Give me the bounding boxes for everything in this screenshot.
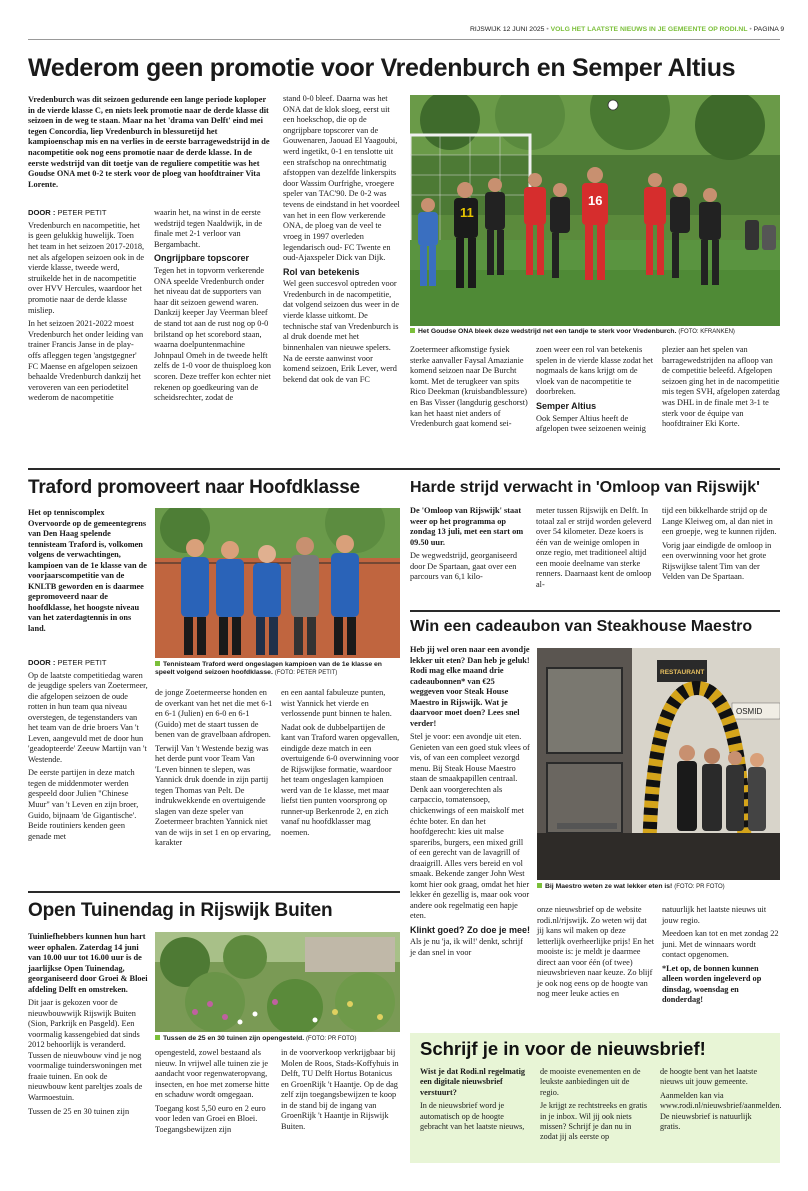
article5-paragraph: Dit jaar is gekozen voor de nieuwbouwwijk Rijswijk Buiten (Sion, Parkrijk en Pasgeld). Een voormalig kassengebied dat sinds 2012 behoorlijk is veranderd. Tussen de nieuwbouw vind je nog voormalige tuinderswoningen met fraaie tuinen. En ook de nieuwbouw kent pareltjes zoals de Warmoestuin.	[28, 998, 143, 1102]
promo-paragraph: de hoogte bent van het laatste nieuws uit jouw gemeente.	[660, 1067, 758, 1087]
article2-paragraph: Nadat ook de dubbelpartijen de kant van Traford waren opgevallen, eindigde deze match in een overtuigende 6-0 overwinning voor de Rijswijkse formatie, waardoor het team ongeslagen kampioen werd van de 1e klasse, met maar liefst tien punten voorsprong op runner-up Berkenrode 2, en zich vanaf nu hoofdklasser mag noemen.	[281, 722, 400, 837]
article3-lead: De 'Omloop van Rijswijk' staat weer op het programma op zondag 13 juli, met een start om 09.50 uur.	[410, 506, 524, 547]
article5-lead: Tuinliefhebbers kunnen hun hart weer ophalen. Zaterdag 14 juni van 10.00 uur tot 16.00 uur is de jaarlijkse Open Tuinendag, georganiseerd door Groei & Bloei afdeling Delft en omstreken.	[28, 932, 148, 994]
promo-col3	[660, 1067, 782, 1135]
article5-paragraph: Tussen de 25 en 30 tuinen zijn	[28, 1106, 130, 1116]
article4-paragraph: Meedoen kan tot en met zondag 22 juni. Met de winnaars wordt contact opgenomen.	[662, 929, 779, 960]
article4-paragraph: Stel je voor: een avondje uit eten. Genieten van een goed stuk vlees of vis, of van een compleet vezorgd menu. Bij Steak House Maestro staan de smaakpapillen centraal. Denk aan voorgerechten als carpaccio, tomatensoep, chickenwings of een maiskolf met échte boter. En dan het hoofdgerecht: kies uit malse spareribs, burgers, een mixed grill of een gerecht van de lavagrill of draaigrill. Alles vers bereid en vol smaak. Bekende zanger John West komt hier ook graag, omdat het hier lekker én gezellig is, maar ook voor andere ook regelmatig een hapje eten.	[410, 732, 530, 921]
article1-subheading: Ongrijpbare topscorer	[154, 253, 250, 264]
garden-scene	[155, 932, 400, 1032]
article4-photo-caption: Bij Maestro weten ze wat lekker eten is! (FOTO: PR FOTO)	[537, 883, 780, 892]
caption-marker-icon	[155, 1035, 160, 1040]
jersey-number: 16	[588, 193, 603, 208]
promo-lead: Wist je dat Rodi.nl regelmatig een digitale nieuwsbrief verstuurt?	[420, 1067, 525, 1097]
article1-photo	[410, 95, 780, 326]
article1-col1	[28, 208, 146, 407]
article1-paragraph: plezier aan het spelen van barragewedstrijden na afloop van de competitie beleefd. Afgelopen seizoen ging het in de nacompetitie mis tegen SVH, afgelopen zaterdag was DHL in de finale met 3-1 te sterk voor de équipe van hoofdtrainer Eki Korte.	[662, 345, 780, 429]
article2-lead	[28, 508, 148, 637]
article2-paragraph: de jonge Zoetermeerse honden en de overkant van het net die met 6-1 en 6-1 (Julien) en 6-0 en 6-1 (Guido) met de staart tussen de benen van de gravelbaan afdropen.	[155, 688, 273, 740]
article2-paragraph: De eerste partijen in deze match tegen de middenmoter werden gespeeld door Julien "Chinese Muur" van 't Leven en zijn broer, Guido, bijnaam 'de Gigantische'. Beide routiniers kenden geen genade met	[28, 768, 139, 841]
promo-col2	[540, 1067, 650, 1146]
article2-author: PETER PETIT	[57, 658, 107, 667]
article2-col1	[28, 658, 148, 845]
promo-headline: Schrijf je in voor de nieuwsbrief!	[420, 1038, 706, 1059]
article3-headline: Harde strijd verwacht in 'Omloop van Rijswijk'	[410, 479, 760, 496]
article4-paragraph: natuurlijk het laatste nieuws uit jouw regio.	[662, 905, 767, 925]
article2-col2	[155, 688, 273, 852]
article4-lead: Heb jij wel oren naar een avondje lekker uit eten? Dan heb je geluk! Rodi mag elke maand drie cadeaubonnen* van €25 weggeven voor Steak House Maestro in Rijswijk. Wat je daarvoor moet doen? Lees snel verder!	[410, 645, 530, 728]
article1-paragraph: Ook Semper Altius heeft de afgelopen twee seizoenen weinig	[536, 413, 646, 434]
promo-col1	[420, 1067, 530, 1135]
article3-col1	[410, 506, 528, 586]
section-rule	[28, 891, 400, 893]
steakhouse-scene	[537, 648, 780, 880]
article1-author: PETER PETIT	[57, 208, 107, 217]
article2-lead-text: Het op tenniscomplex Overvoorde op de gemeentegrens van Den Haag spelende tennisteam Traford is, volkomen volgens de verwachtingen, kampioen van de 1e klasse van de voorjaarscompetitie van de KNLTB geworden en is daarmee gepromoveerd naar de hoofdklasse, het hoogste niveau van het zaterdagtennis in ons land.	[28, 508, 147, 633]
article1-subheading: Rol van betekenis	[283, 266, 360, 277]
header-rule	[28, 39, 780, 40]
article3-paragraph: meter tussen Rijswijk en Delft. In totaal zal er strijd worden geleverd over 54 kilometer. Deze koers is één van de weinige omlopen in onze regio, met traditioneel altijd een mooie deelname van sterke renners. Daarnaast kent de omloop al-	[536, 506, 652, 589]
article3-col3	[662, 506, 780, 586]
article4-col1	[410, 645, 530, 961]
caption-marker-icon	[537, 883, 542, 888]
article2-photo	[155, 508, 400, 658]
article1-col4	[410, 345, 528, 433]
promo-paragraph: de mooiste evenementen en de leukste aanbiedingen uit de regio.	[540, 1067, 641, 1097]
promo-paragraph: Je krijgt ze rechtstreeks en gratis in je inbox. Wil jij ook niets missen? Schrijf je dan nu in zodat jij als eerste op	[540, 1101, 648, 1142]
caption-marker-icon	[410, 328, 415, 333]
article1-paragraph: zoen weer een rol van betekenis spelen in de vierde klasse zodat het nogmaals de kans krijgt om de vloek van de nacompetitie te doorbreken.	[536, 345, 654, 397]
article1-paragraph: Tegen het in topvorm verkerende ONA speelde Vredenburch onder het niveau dat de supporters van haar dit seizoen gewend waren. Dankzij keeper Jay Veerman bleef de stand tot aan de rust nog op 0-0 brilstand op het scorebord staan, waarna doelpuntenmachine Johnpaul Omeh in de tweede helft zelfs de 1-0 voor de thuisploeg kon scoren. Deze treffer kon echter niet rekenen op goedkeuring van de scheidsrechter, zodat de	[154, 265, 272, 403]
article1-headline: Wederom geen promotie voor Vredenburch en Semper Altius	[28, 54, 736, 82]
article1-lead	[28, 95, 274, 193]
page-header: RIJSWIJK 12 JUNI 2025 • VOLG HET LAATSTE NIEUWS IN JE GEMEENTE OP RODI.NL • PAGINA 9	[470, 26, 785, 33]
article4-headline: Win een cadeaubon van Steakhouse Maestro	[410, 618, 753, 635]
shop-sign: OSMID	[736, 707, 763, 716]
jersey-number: 11	[460, 205, 474, 220]
football-scene	[410, 95, 780, 326]
header-page-number: PAGINA 9	[753, 26, 785, 33]
article2-col3	[281, 688, 400, 841]
article5-col3	[281, 1048, 400, 1135]
newsletter-promo	[410, 1033, 780, 1163]
section-rule	[28, 468, 780, 470]
article1-subheading: Semper Altius	[536, 401, 597, 412]
article5-photo-caption: Tussen de 25 en 30 tuinen zijn opengesteld. (FOTO: PR FOTO)	[155, 1035, 400, 1044]
article1-paragraph: Vredenburch en nacompetitie, het is geen gelukkig huwelijk. Toen het team in het seizoen 2017-2018, net als afgelopen seizoen ook in de vierde klasse, tweede werd, struikelde het in de nacompetitie over HVV Hercules, waardoor het promotie naar de derde klasse misliep.	[28, 220, 145, 315]
article5-headline: Open Tuinendag in Rijswijk Buiten	[28, 900, 333, 921]
article1-col3	[283, 94, 401, 388]
header-date: RIJSWIJK 12 JUNI 2025	[470, 26, 545, 33]
header-tagline: VOLG HET LAATSTE NIEUWS IN JE GEMEENTE OP RODI.NL	[550, 26, 748, 33]
article2-paragraph: Terwijl Van 't Westende bezig was het derde punt voor Team Van 'Leven binnen te slepen, was Yannick druk doende in zijn partij tegen Thomas van Pelt. De indrukwekkende en overtuigende slagen van deze speler van Zoetermeer brachten Yannick niet van de wijs in set 1 en op ervaring, karakter	[155, 743, 271, 848]
article5-paragraph: opengesteld, zowel bestaand als nieuw. In vrijwel alle tuinen zie je aandacht voor regenwateropvang, insecten, en hoe met zomerse hitte en schaduw wordt omgegaan.	[155, 1048, 270, 1100]
article2-paragraph: en een aantal fabuleuze punten, wist Yannick het vierde en verlossende punt binnen te halen.	[281, 688, 392, 719]
article1-col6	[662, 345, 780, 433]
article2-paragraph: Op de laatste competitiedag waren de jeugdige spelers van Zoetermeer, die afgelopen seizoen de oude rotten in hun team qua niveau overstegen, de tegenstanders van het team van de drie broers Van 't Leven, aangevuld met de door hun 'geadopteerde' Zeeuw Martijn van 't Westende.	[28, 670, 148, 764]
section-rule	[410, 610, 780, 612]
caption-marker-icon	[155, 661, 160, 666]
article1-col2	[154, 208, 274, 407]
tennis-team-scene	[155, 508, 400, 658]
article3-paragraph: De wegwedstrijd, georganiseerd door De Spartaan, gaat over een parcours van 6,1 kilo-	[410, 551, 517, 582]
article5-col1	[28, 932, 148, 1120]
article4-subheading: Klinkt goed? Zo doe je mee!	[410, 924, 531, 935]
article2-headline: Traford promoveert naar Hoofdklasse	[28, 477, 360, 498]
article5-paragraph: in de voorverkoop verkrijgbaar bij Molen de Roos, Stads-Koffyhuis in Delft, TU Delft Hortus Botanicus en GroenRijk 't Haantje. Op de dag zelf zijn toegangsbewijzen te koop in de stand bij de ingang van GroenRijk 't Haantje in Rijswijk Buiten.	[281, 1048, 399, 1131]
article1-byline: DOOR : PETER PETIT	[28, 208, 107, 217]
article2-photo-caption: Tennisteam Traford werd ongeslagen kampioen van de 1e klasse en speelt volgend seizoen hoofdklasse. (FOTO: PETER PETIT)	[155, 661, 382, 677]
article1-photo-caption: Het Goudse ONA bleek deze wedstrijd net een tandje te sterk voor Vredenburch. (FOTO: KFRANKEN)	[410, 328, 780, 337]
article5-photo	[155, 932, 400, 1032]
promo-signup-link[interactable]: Aanmelden kan via www.rodi.nl/nieuwsbrief/aanmelden. De nieuwsbrief is natuurlijk gratis.	[660, 1090, 782, 1132]
article3-paragraph: Vorig jaar eindigde de omloop in een overwinning voor het grote Rijswijkse talent Tim van der Velden van De Spartaan.	[662, 540, 772, 582]
article4-col2	[537, 905, 655, 1003]
article4-col3	[662, 905, 780, 1009]
article3-paragraph: tijd een bikkelharde strijd op de Lange Kleiweg om, al dan niet in een groepje, weg te kunnen rijden.	[662, 506, 777, 537]
article4-photo	[537, 648, 780, 880]
article4-note: *Let op, de bonnen kunnen alleen worden ingeleverd op dinsdag, woensdag en donderdag!	[662, 963, 762, 1005]
article1-paragraph: stand 0-0 bleef. Daarna was het ONA dat de klok sloeg, eerst uit een hoekschop, die op de ongrijpbare topscorer van de Gouwenaren, Jaouad El Yaagoubi, werd ingetikt, 0-1 en tenslotte uit een strafschop na onrechtmatig afstoppen van dezelfde linkerspits door Wassim Ourfrighe, vroegere speler van TAC'90. De 0-2 was tevens de eindstand in het voordeel van het in een flow verkerende ONA, de ploeg van de veel te vroeg in 1997 overleden legendarisch oud- FC Twente en oud-Ajaxspeler Dick van Dijk.	[283, 94, 400, 263]
article1-paragraph: Wel geen succesvol optreden voor Vredenburch in de nacompetitie, dat volgend seizoen dus weer in de vierde klasse uitkomt. De technische staf van Vredenburch is al druk doende met het binnenhalen van nieuwe spelers. Na de eerste aanwinst voor komend seizoen, Erik Lever, werd bekend dat ook de van FC	[283, 279, 400, 384]
article1-lead-text: Vredenburch was dit seizoen gedurende een lange periode koploper in de vierde klasse C, en niets leek promotie naar de derde klasse dit seizoen in de weg te staan. Maar na het 'drama van Delft' eind mei tegen Concordia, liep Vredenburch in blessuretijd het kampioenschap mis en na verlies in de eerste barragewedstrijd in de nacompetitie ook nog eens promotie naar de derde klasse. In de eerste wedstrijd van dit toetje van de reguliere competitie was het Goudse ONA met 0-2 te sterk voor de ploeg van hoofdtrainer Vita Lorente.	[28, 95, 270, 189]
article5-col2	[155, 1048, 273, 1138]
article1-paragraph: Zoetermeer afkomstige fysiek sterke aanvaller Faysal Amazianie komend seizoen naar De Burcht komt. Met de terugkeer van spits Rico Deekman (kruisbandblessure) en Bas Visser (langdurig geschorst) kan het haast niet anders of Vredenburch gaat komend sei-	[410, 345, 528, 429]
article4-paragraph: Als je nu 'ja, ik wil!' denkt, schrijf je dan snel in voor	[410, 937, 523, 957]
article1-col5	[536, 345, 654, 438]
article5-paragraph: Toegang kost 5,50 euro en 2 euro voor leden van Groei en Bloei. Toegangsbewijzen zijn	[155, 1103, 266, 1134]
article1-paragraph: In het seizoen 2021-2022 moest Vredenburch het onder leiding van trainer Francis Janse in de play-offs afleggen tegen 'angstgegner' FC Maense en afgelopen seizoen behaalde Vredenburch dankzij het veroveren van een periodetitel wederom de nacompetitie	[28, 319, 144, 403]
restaurant-sign: RESTAURANT	[660, 669, 705, 676]
article4-paragraph: onze nieuwsbrief op de website rodi.nl/rijswijk. Zo weten wij dat jij kans wil maken op deze letterlijk overheerlijke prijs! En het mooiste is: je meldt je daarmee direct aan voor één (of twee) nieuwsbrieven naar keuze. Zo blijf je ook nog eens op de hoogte van nog meer leuke acties en	[537, 905, 655, 999]
article3-col2	[536, 506, 654, 593]
article2-byline: DOOR : PETER PETIT	[28, 658, 107, 667]
promo-paragraph: In de nieuwsbrief word je automatisch op de hoogte gebracht van het laatste nieuws,	[420, 1101, 525, 1132]
article1-paragraph: waarin het, na winst in de eerste wedstrijd tegen Naaldwijk, in de finale met 2-1 verloor van Bergambacht.	[154, 208, 263, 249]
